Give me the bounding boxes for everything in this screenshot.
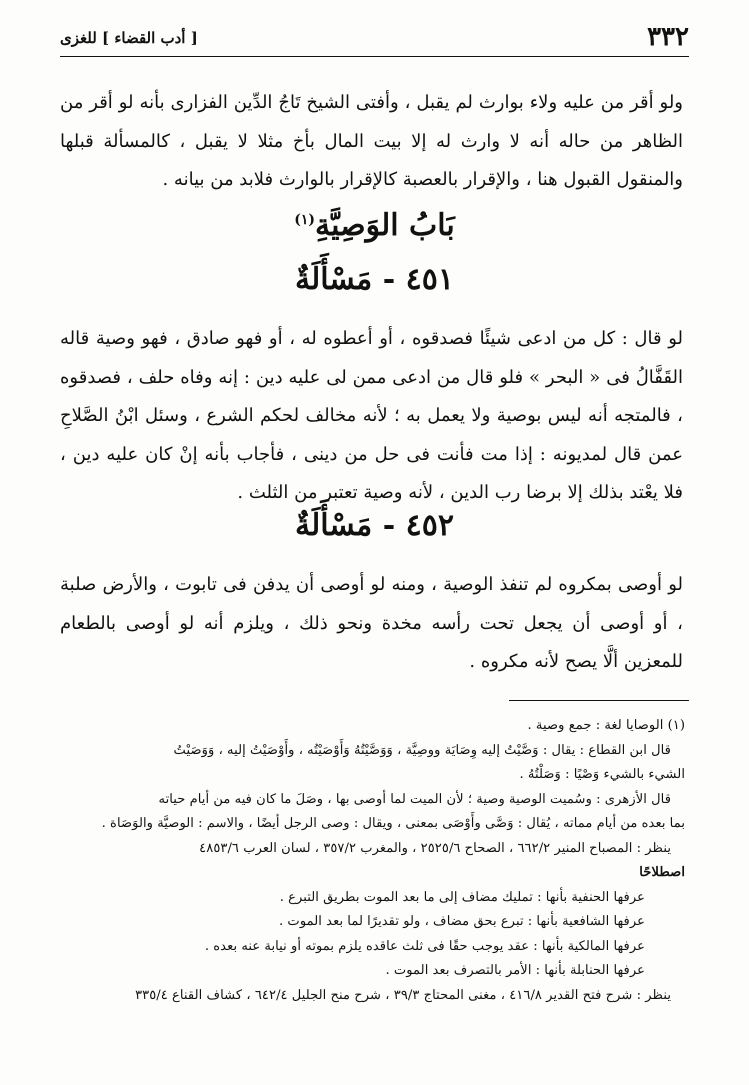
section-451-text: لو قال : كل من ادعى شيئًا فصدقوه ، أو أعطوه له ، أو فهو صادق ، فهو وصية قاله القَفَّالُ فى « البحر » فلو قال من ادعى ممن لى عليه دين : إنه وفاه حلف ، فصدقوه ، فالمتجه أنه ليس بوصية ولا يعمل به ؛ لأنه مخالف لحكم الشرع ، وسئل ابْنُ الصَّلاحِ عمن قال لمديونه : إذا مت فأنت فى حل من دينى ، فأجاب بأنه إنْ كان عليه دين ، فلا يعْتد بذلك إلا برضا رب الدين ، لأنه وصية تعتبر من الثلث .: [60, 328, 683, 503]
section-heading-text: ٤٥٢ - مَسْأَلَةٌ: [295, 508, 454, 543]
footnote-istilah-label: اصطلاحًا: [639, 865, 685, 880]
footnote-line: قال الأزهرى : وسُميت الوصية وصية ؛ لأن الميت لما أوصى بها ، وصَلَ ما كان فيه من أيام حياته: [158, 791, 671, 807]
chapter-title-text: بَابُ الوَصِيَّةِ: [315, 208, 455, 243]
header-rule: [60, 56, 689, 57]
section-heading-451: [0, 262, 749, 297]
running-head: [60, 22, 689, 54]
footnote-sources: ينظر : المصباح المنير ٦٦٢/٢ ، الصحاح ٢٥٢٥/٦ ، والمغرب ٣٥٧/٢ ، لسان العرب ٤٨٥٣/٦: [199, 840, 671, 856]
footnote-definition: عرفها المالكية بأنها : عقد يوجب حقًا فى ثلث عاقده يلزم بموته أو نيابة عنه بعده .: [204, 938, 645, 954]
footnote-definition: عرفها الحنفية بأنها : تمليك مضاف إلى ما بعد الموت بطريق التبرع .: [279, 889, 645, 905]
footnote-rule: [509, 700, 689, 701]
footnote-ref: (١): [294, 212, 315, 228]
footnote-definition: عرفها الشافعية بأنها : تبرع بحق مضاف ، ولو تقديرًا لما بعد الموت .: [279, 914, 645, 929]
intro-paragraph: [60, 84, 683, 200]
section-451-body: [60, 320, 683, 513]
running-title: [ أدب القضاء ] للغزى: [60, 29, 198, 47]
footnote-line: بما بعده من أيام مماته ، يُقال : وَصَّى وأَوْصَى بمعنى ، ويقال : وصى الرجل أيضًا ، والاسم : الوصيَّة والوَصَاة .: [101, 816, 685, 831]
footnote-definition: عرفها الحنابلة بأنها : الأمر بالتصرف بعد الموت .: [385, 963, 645, 978]
chapter-title: [0, 208, 749, 243]
footnote-sources: ينظر : شرح فتح القدير ٤١٦/٨ ، مغنى المحتاج ٣٩/٣ ، شرح منح الجليل ٦٤٢/٤ ، كشاف القناع ٣٣٥/٤: [135, 987, 671, 1003]
footnotes: [60, 714, 685, 1008]
section-heading-452: [0, 508, 749, 543]
intro-text: ولو أقر من عليه ولاء بوارث لم يقبل ، وأفتى الشيخ تَاجُ الدِّين الفزارى بأنه لو أقر من الظاهر من حاله أنه لا وارث له إلا بيت المال بأخ مثلا لا يقبل ، كالمسألة قبلها والمنقول القبول هنا ، والإقرار بالعصبة كالإقرار بالوارث فلابد من بيانه .: [60, 92, 683, 190]
footnote-1: (١) الوصايا لغة : جمع وصية .: [527, 718, 685, 733]
footnote-line: الشيء بالشيء وَصْيًا : وَصَلْتُهُ .: [519, 767, 685, 782]
section-heading-text: ٤٥١ - مَسْأَلَةٌ: [295, 262, 454, 297]
footnote-line: قال ابن القطاع : يقال : وَصَّيْتُ إليه وِصَايَة ووصِيَّة ، وَوَصَّيْتُهُ وَأَوْصَيْتُه ، وأَوْصَيْتُ إليه ، وَوَصَيْتُ: [173, 742, 671, 758]
page-number: ٣٣٢: [647, 22, 689, 52]
section-452-body: [60, 566, 683, 682]
section-452-text: لو أوصى بمكروه لم تنفذ الوصية ، ومنه لو أوصى أن يدفن فى تابوت ، والأرض صلبة ، أو أوصى أن يجعل تحت رأسه مخدة ونحو ذلك ، ويلزم أنه لو أوصى بالطعام للمعزين ألَّا يصح لأنه مكروه .: [60, 574, 683, 672]
